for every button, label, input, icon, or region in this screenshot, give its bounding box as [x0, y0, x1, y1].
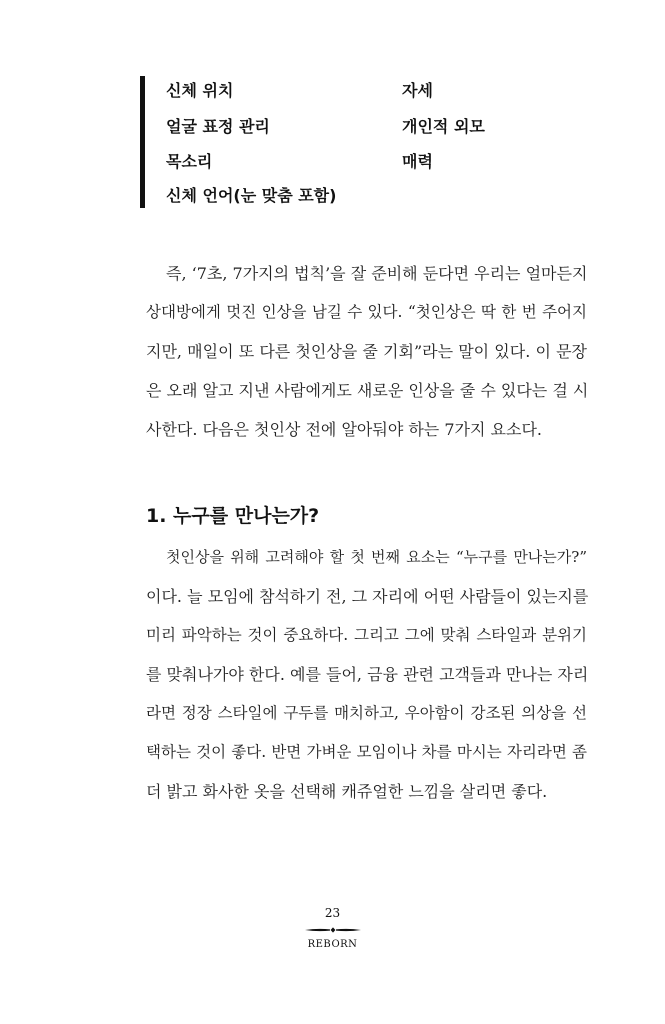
paragraph-line: 미리 파악하는 것이 중요하다. 그리고 그에 맞춰 스타일과 분위기: [146, 626, 587, 644]
paragraph-line: 택하는 것이 좋다. 반면 가벼운 모임이나 차를 마시는 자리라면 좀: [146, 743, 587, 761]
page-number: 23: [324, 906, 341, 920]
elements-box: [140, 76, 565, 208]
brand-name: REBORN: [307, 939, 358, 950]
element-item: 자세: [402, 81, 433, 100]
paragraph-line: 첫인상을 위해 고려해야 할 첫 번째 요소는 “누구를 만나는가?”: [166, 548, 587, 566]
ornament-icon: [303, 925, 363, 935]
intro-paragraph: [146, 254, 587, 449]
section-heading: 1. 누구를 만나는가?: [146, 505, 320, 527]
paragraph-line: 즉, ‘7초, 7가지의 법칙’을 잘 준비해 둔다면 우리는 얼마든지: [166, 264, 588, 283]
element-item: 신체 언어(눈 맞춤 포함): [166, 186, 337, 205]
element-item: 신체 위치: [166, 81, 234, 100]
paragraph-line: 더 밝고 화사한 옷을 선택해 캐쥬얼한 느낌을 살리면 좋다.: [146, 782, 548, 801]
paragraph-line: 사한다. 다음은 첫인상 전에 알아둬야 하는 7가지 요소다.: [146, 420, 542, 439]
paragraph-line: 라면 정장 스타일에 구두를 매치하고, 우아함이 강조된 의상을 선: [146, 704, 587, 722]
body-paragraph: [146, 538, 587, 811]
paragraph-line: 은 오래 알고 지낸 사람에게도 새로운 인상을 줄 수 있다는 걸 시: [146, 381, 589, 400]
divider-ornament-icon: [0, 924, 665, 936]
paragraph-line: 이다. 늘 모임에 참석하기 전, 그 자리에 어떤 사람들이 있는지를: [146, 587, 589, 606]
paragraph-line: 를 맞춰나가야 한다. 예를 들어, 금융 관련 고객들과 만나는 자리: [146, 665, 589, 684]
paragraph-line: 상대방에게 멋진 인상을 남길 수 있다. “첫인상은 딱 한 번 주어지: [146, 303, 587, 321]
element-item: 개인적 외모: [402, 117, 485, 136]
paragraph-line: 지만, 매일이 또 다른 첫인상을 줄 기회”라는 말이 있다. 이 문장: [146, 342, 587, 361]
element-item: 매력: [402, 152, 433, 171]
element-item: 목소리: [166, 152, 213, 171]
element-item: 얼굴 표정 관리: [166, 117, 270, 136]
